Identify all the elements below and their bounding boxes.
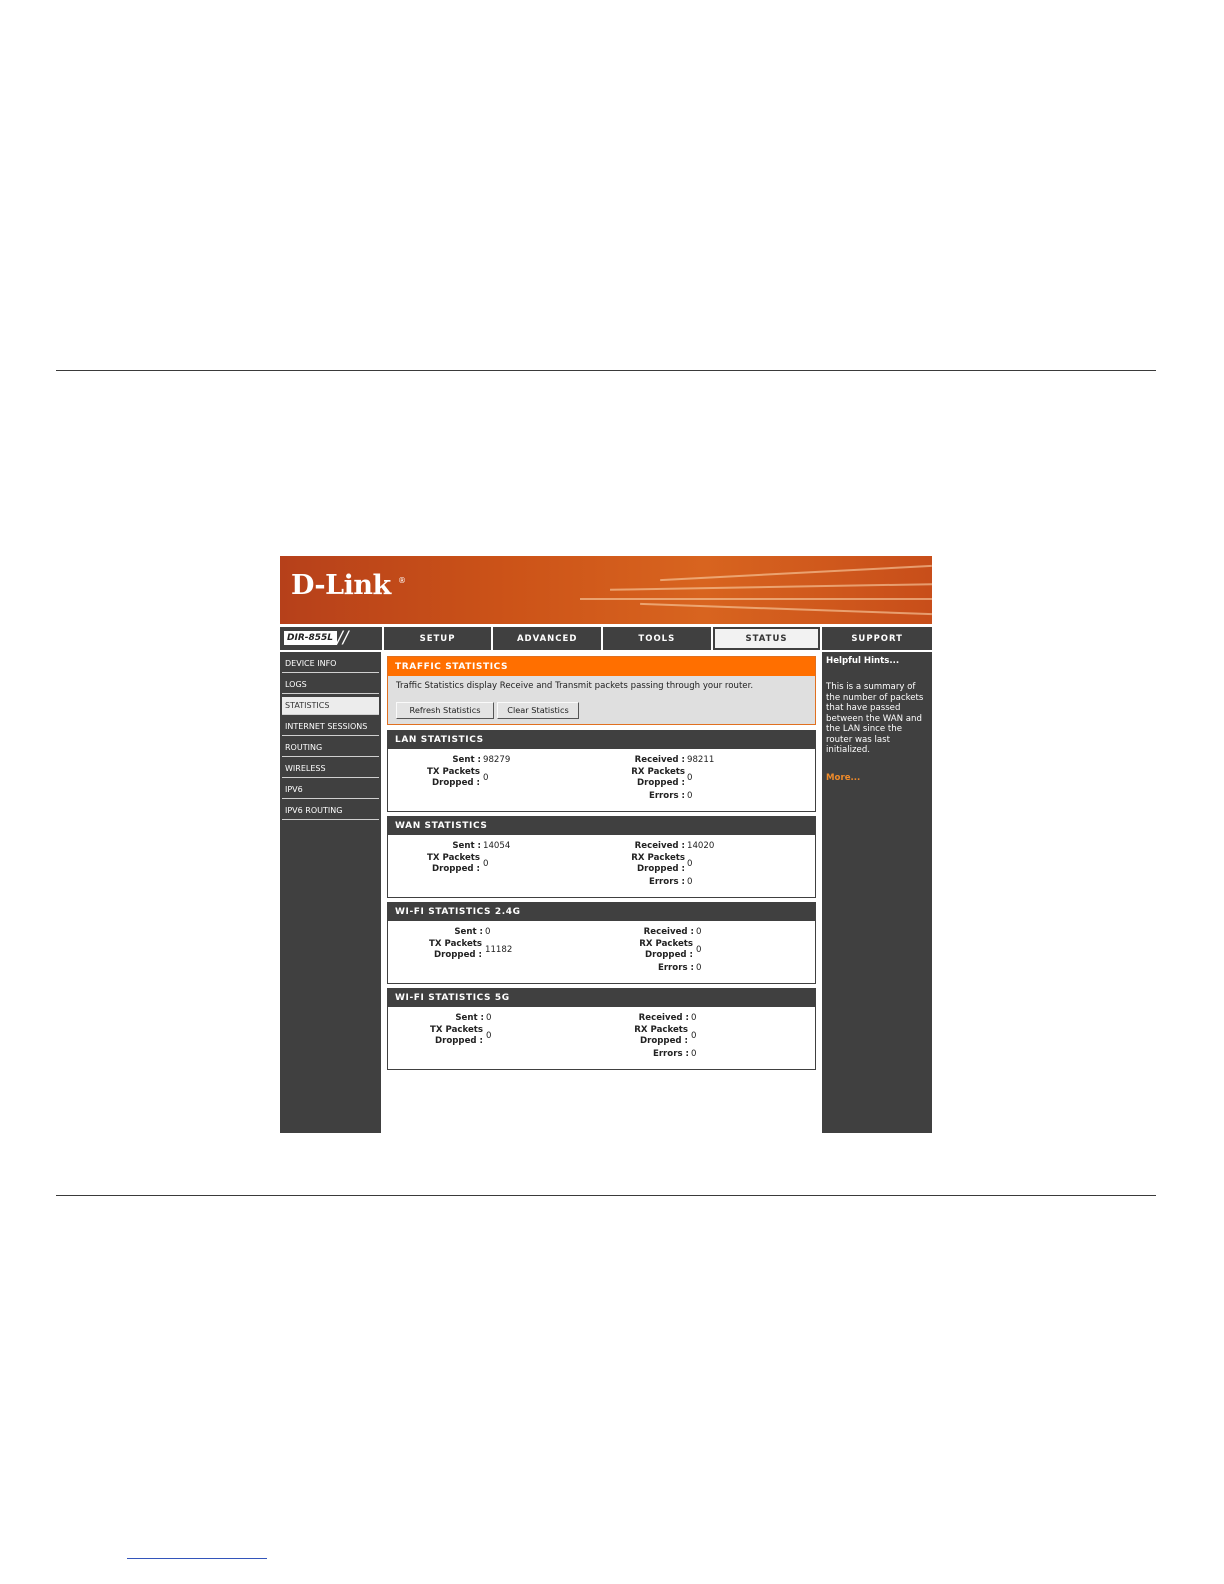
received-label: Received : (643, 927, 694, 937)
clear-statistics-button[interactable]: Clear Statistics (497, 702, 579, 719)
tab-advanced[interactable]: ADVANCED (493, 627, 601, 650)
received-label: Received : (638, 1013, 689, 1023)
slash-decoration-icon: // (337, 628, 349, 648)
dropped-label: Dropped : (432, 778, 480, 788)
tab-setup[interactable]: SETUP (384, 627, 492, 650)
wifi5-errors-value: 0 (691, 1049, 697, 1059)
dropped-label: Dropped : (645, 950, 693, 960)
wifi24-received-value: 0 (696, 927, 702, 937)
lan-tx-dropped-value: 0 (483, 773, 489, 783)
lan-statistics-title: LAN STATISTICS (388, 731, 815, 749)
tx-packets-label: TX Packets (430, 1025, 483, 1035)
sidebar-item-logs[interactable]: LOGS (282, 676, 379, 694)
traffic-statistics-title: TRAFFIC STATISTICS (388, 657, 815, 676)
errors-label: Errors : (648, 877, 685, 887)
wan-tx-dropped-value: 0 (483, 859, 489, 869)
tx-packets-label: TX Packets (427, 767, 480, 777)
sidebar-item-ipv6-routing[interactable]: IPV6 ROUTING (282, 802, 379, 820)
sidebar-item-statistics[interactable]: STATISTICS (282, 697, 379, 715)
helpful-hints-body: This is a summary of the number of packets that have passed between the WAN and the LAN since the router was last initialized. (826, 682, 924, 755)
sent-label: Sent : (452, 755, 481, 765)
tab-status[interactable]: STATUS (713, 627, 821, 650)
lan-sent-value: 98279 (483, 755, 511, 765)
wifi-24g-statistics-title: WI-FI STATISTICS 2.4G (388, 903, 815, 921)
sidebar-item-ipv6[interactable]: IPV6 (282, 781, 379, 799)
helpful-hints-panel (822, 652, 932, 1133)
wifi5-sent-value: 0 (486, 1013, 492, 1023)
dropped-label: Dropped : (432, 864, 480, 874)
model-badge (280, 627, 382, 650)
lan-errors-value: 0 (687, 791, 693, 801)
wan-rx-dropped-value: 0 (687, 859, 693, 869)
rx-packets-label: RX Packets (631, 853, 685, 863)
footer-link-underline (127, 1558, 267, 1559)
dropped-label: Dropped : (640, 1036, 688, 1046)
sidebar-item-routing[interactable]: ROUTING (282, 739, 379, 757)
dlink-logo: D-Link (291, 570, 391, 601)
header-banner (280, 556, 932, 624)
sidebar-item-device-info[interactable]: DEVICE INFO (282, 655, 379, 673)
received-label: Received : (634, 841, 685, 851)
traffic-statistics-description: Traffic Statistics display Receive and Transmit packets passing through your router. (396, 681, 754, 691)
tab-tools[interactable]: TOOLS (603, 627, 711, 650)
wan-errors-value: 0 (687, 877, 693, 887)
sent-label: Sent : (455, 1013, 484, 1023)
model-label: DIR-855L (284, 631, 337, 645)
left-sidebar (280, 652, 381, 1133)
dropped-label: Dropped : (637, 864, 685, 874)
registered-mark: ® (398, 576, 406, 585)
lan-rx-dropped-value: 0 (687, 773, 693, 783)
errors-label: Errors : (652, 1049, 689, 1059)
tab-support[interactable]: SUPPORT (822, 627, 932, 650)
sidebar-item-wireless[interactable]: WIRELESS (282, 760, 379, 778)
wifi-5g-statistics-title: WI-FI STATISTICS 5G (388, 989, 815, 1007)
sent-label: Sent : (454, 927, 483, 937)
helpful-hints-title: Helpful Hints... (826, 656, 900, 666)
dropped-label: Dropped : (435, 1036, 483, 1046)
rx-packets-label: RX Packets (639, 939, 693, 949)
dropped-label: Dropped : (434, 950, 482, 960)
main-content (383, 652, 820, 1133)
wifi24-tx-dropped-value: 11182 (485, 945, 513, 955)
dropped-label: Dropped : (637, 778, 685, 788)
wifi24-rx-dropped-value: 0 (696, 945, 702, 955)
wifi5-tx-dropped-value: 0 (486, 1031, 492, 1041)
errors-label: Errors : (648, 791, 685, 801)
wifi-5g-statistics-panel (387, 988, 816, 1070)
wan-statistics-panel (387, 816, 816, 898)
received-label: Received : (634, 755, 685, 765)
wifi5-received-value: 0 (691, 1013, 697, 1023)
sidebar-item-internet-sessions[interactable]: INTERNET SESSIONS (282, 718, 379, 736)
wan-sent-value: 14054 (483, 841, 511, 851)
page-divider-bottom (56, 1195, 1156, 1196)
lan-statistics-panel (387, 730, 816, 812)
page-divider-top (56, 370, 1156, 371)
top-nav (280, 627, 932, 650)
wifi24-sent-value: 0 (485, 927, 491, 937)
rx-packets-label: RX Packets (634, 1025, 688, 1035)
wifi24-errors-value: 0 (696, 963, 702, 973)
lan-received-value: 98211 (687, 755, 715, 765)
refresh-statistics-button[interactable]: Refresh Statistics (396, 702, 494, 719)
errors-label: Errors : (657, 963, 694, 973)
more-link[interactable]: More... (826, 773, 861, 783)
wifi-24g-statistics-panel (387, 902, 816, 984)
wifi5-rx-dropped-value: 0 (691, 1031, 697, 1041)
sent-label: Sent : (452, 841, 481, 851)
wan-statistics-title: WAN STATISTICS (388, 817, 815, 835)
wan-received-value: 14020 (687, 841, 715, 851)
tx-packets-label: TX Packets (427, 853, 480, 863)
router-web-ui (280, 556, 932, 1133)
traffic-statistics-panel (387, 656, 816, 725)
tx-packets-label: TX Packets (429, 939, 482, 949)
rx-packets-label: RX Packets (631, 767, 685, 777)
